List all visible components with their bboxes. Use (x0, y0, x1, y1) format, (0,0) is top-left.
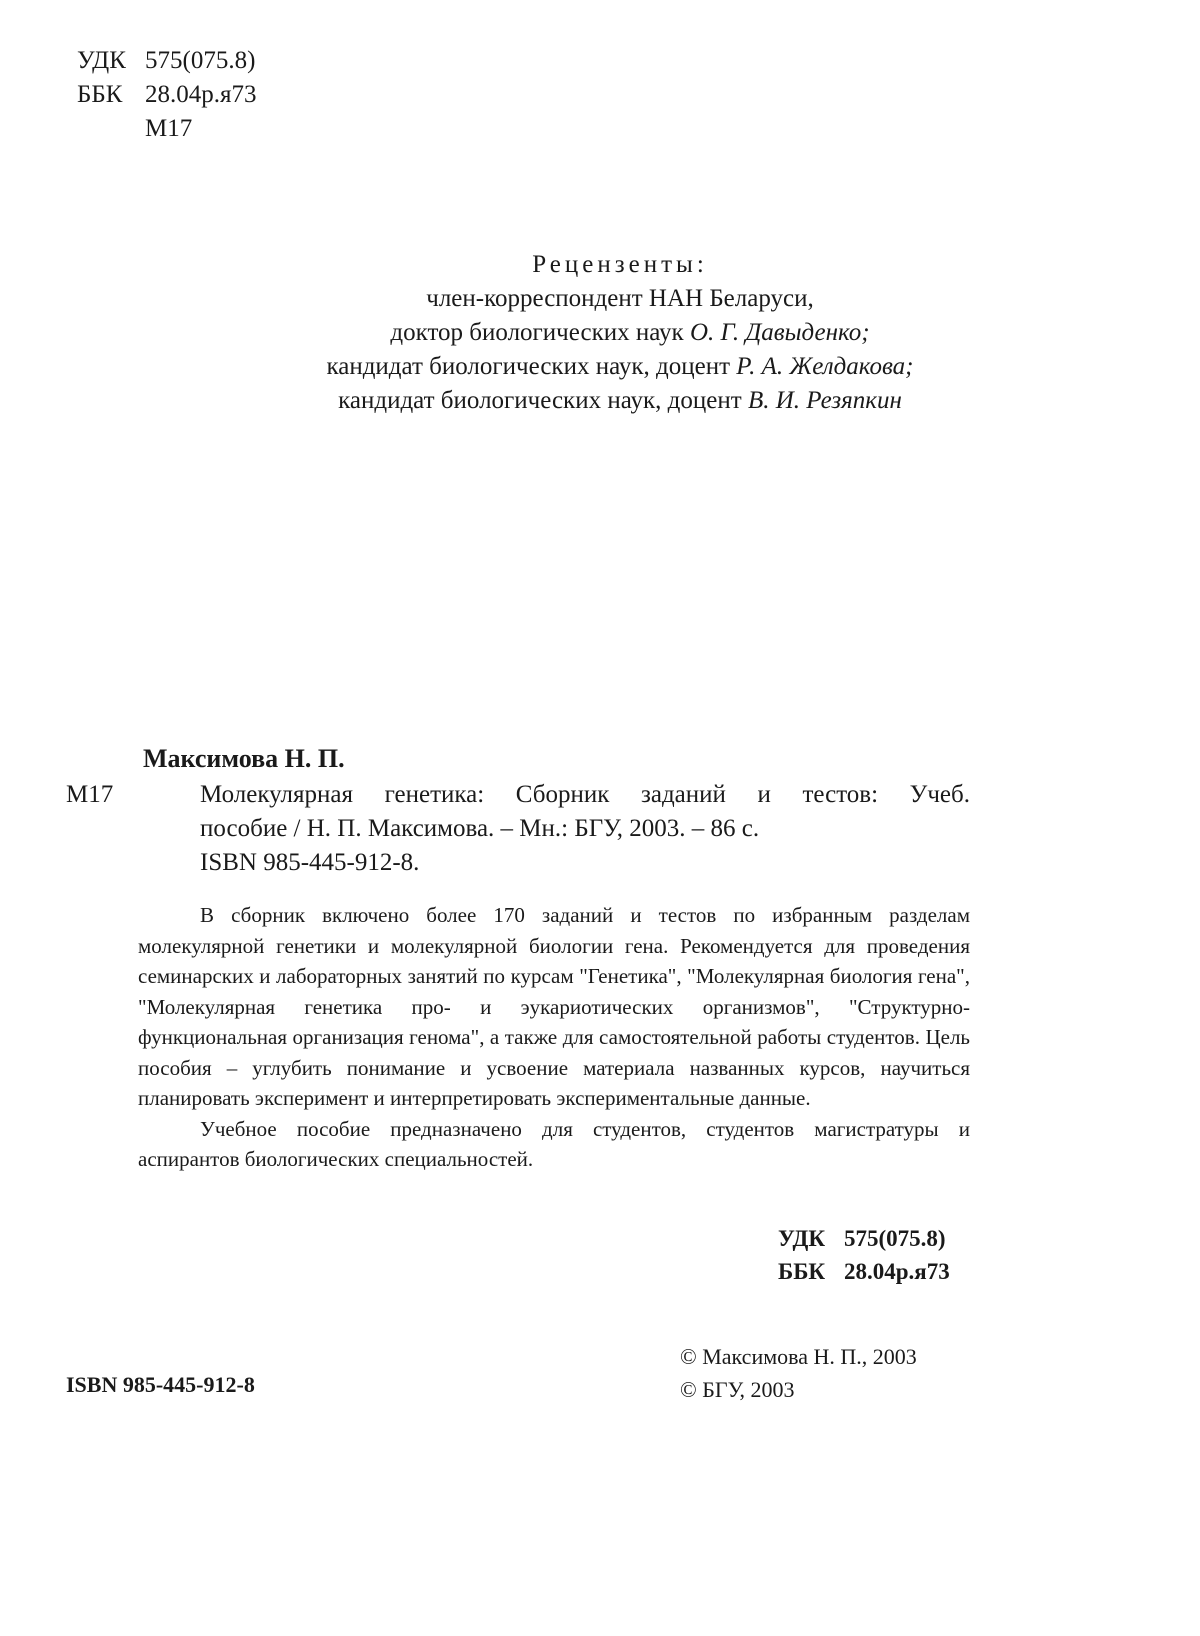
reviewers-heading: Рецензенты: (532, 251, 708, 278)
udk-row (778, 1222, 950, 1255)
bbk-label: ББК (77, 81, 123, 108)
author-mark: М17 (66, 781, 114, 808)
udk-value: 575(075.8) (844, 1226, 946, 1251)
book-author: Максимова Н. П. (143, 744, 345, 773)
reviewer-line-1: член-корреспондент НАН Беларуси, (426, 285, 814, 312)
abstract-paragraph-1: В сборник включено более 170 заданий и тестов по избранным разделам молекулярной генетики и молекулярной биологии гена. Рекомендуется для проведения семинарских и лабораторных занятий по курсам "Генетика", "Молекулярная биология гена", "Молекулярная генетика про- и эукариотических организмов", "Структурно-функциональная организация генома", а также для самостоятельной работы студентов. Цель пособия – углубить понимание и усвоение материала названных курсов, научиться планировать эксперимент и интерпретировать экспериментальные данные. (138, 903, 970, 1110)
reviewer-line-4 (40, 384, 1200, 418)
bbk-row (778, 1255, 950, 1288)
isbn: ISBN 985-445-912-8 (66, 1372, 255, 1397)
reviewer-title: доктор биологических наук (390, 319, 690, 346)
copyright-author: © Максимова Н. П., 2003 (680, 1344, 917, 1369)
copyright-publisher: © БГУ, 2003 (680, 1377, 795, 1402)
classification-bottom (778, 1222, 950, 1288)
udk-label: УДК (778, 1226, 826, 1251)
bbk-label: ББК (778, 1259, 826, 1284)
bbk-value: 28.04р.я73 (844, 1259, 950, 1284)
udk-value: 575(075.8) (145, 47, 256, 74)
bbk-row (77, 78, 257, 112)
reviewer-line-3 (40, 350, 1200, 384)
reviewers-block (0, 248, 1200, 418)
udk-row (77, 44, 257, 78)
biblio-line-2: пособие / Н. П. Максимова. – Мн.: БГУ, 2003. – 86 с. (200, 815, 760, 842)
reviewer-name: Р. А. Желдакова; (736, 353, 914, 380)
abstract-paragraph-2: Учебное пособие предназначено для студентов, студентов магистратуры и аспирантов биологических специальностей. (138, 1116, 970, 1171)
abstract (138, 900, 970, 1175)
reviewer-title: кандидат биологических наук, доцент (326, 353, 737, 380)
reviewer-name: В. И. Резяпкин (747, 387, 902, 414)
reviewer-line-2 (60, 316, 1200, 350)
reviewer-name: О. Г. Давыденко; (689, 319, 870, 346)
udk-label: УДК (77, 47, 126, 74)
bibliographic-description (200, 778, 970, 880)
classification-top (77, 44, 257, 146)
reviewer-title: кандидат биологических наук, доцент (338, 387, 748, 414)
copyright-block (680, 1340, 917, 1406)
biblio-isbn: ISBN 985-445-912-8. (200, 849, 420, 876)
biblio-line-1: Молекулярная генетика: Сборник заданий и тестов: Учеб. (200, 781, 970, 808)
bbk-value: 28.04р.я73 (145, 81, 257, 108)
author-mark-top: М17 (145, 115, 193, 142)
